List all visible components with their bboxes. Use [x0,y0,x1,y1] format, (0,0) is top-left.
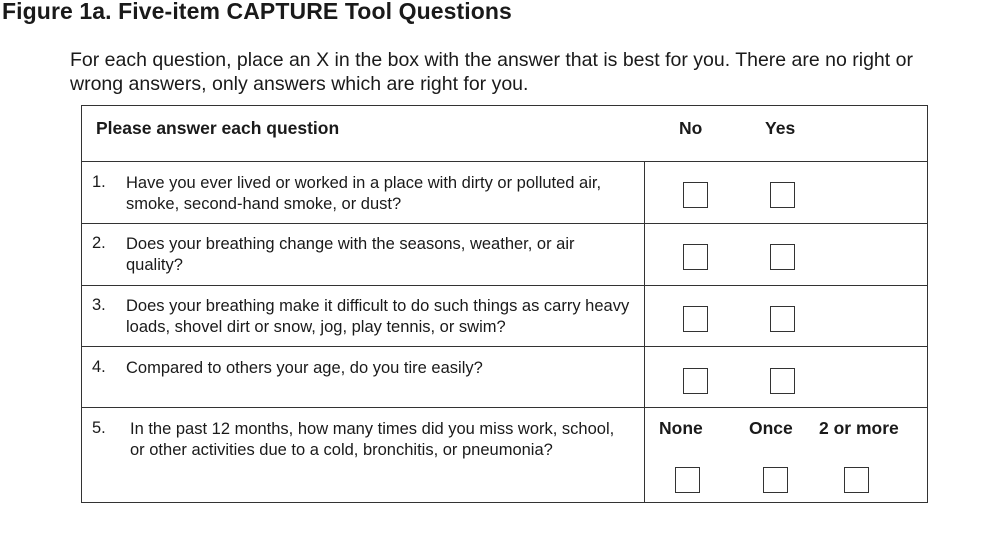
q3-no-checkbox[interactable] [683,306,708,332]
q3-yes-checkbox[interactable] [770,306,795,332]
question-text: Compared to others your age, do you tire easily? [126,359,483,377]
q1-no-checkbox[interactable] [683,182,708,208]
header-question-label: Please answer each question [96,118,340,138]
q5-2-or-more-checkbox[interactable] [844,467,869,493]
row-divider [82,223,927,224]
q4-yes-checkbox[interactable] [770,368,795,394]
question-number: 3. [92,296,106,314]
q1-yes-checkbox[interactable] [770,182,795,208]
question-text: Have you ever lived or worked in a place with dirty or polluted air, smoke, second-hand smoke, or dust? [126,174,602,213]
question-text: Does your breathing change with the seasons, weather, or air quality? [126,235,575,274]
header-yes-label: Yes [765,118,796,138]
instructions-text: For each question, place an X in the box with the answer that is best for you. There are no right or wrong answers, only answers which are right for you. [70,49,913,95]
row-divider [82,346,927,347]
column-divider [644,161,645,502]
q5-option-none-label: None [659,418,703,438]
q5-none-checkbox[interactable] [675,467,700,493]
q2-no-checkbox[interactable] [683,244,708,270]
question-number: 1. [92,173,106,191]
questionnaire-table [81,105,928,503]
q5-once-checkbox[interactable] [763,467,788,493]
row-divider [82,285,927,286]
question-text: In the past 12 months, how many times did you miss work, school, or other activities due to a cold, bronchitis, or pneumonia? [130,420,615,459]
q5-option-2-or-more-label: 2 or more [819,418,899,438]
question-number: 2. [92,234,106,252]
q5-option-once-label: Once [749,418,793,438]
question-number: 5. [92,419,106,437]
question-number: 4. [92,358,106,376]
figure-title: Figure 1a. Five-item CAPTURE Tool Questions [2,0,512,24]
row-divider [82,407,927,408]
q2-yes-checkbox[interactable] [770,244,795,270]
row-divider [82,161,927,162]
header-no-label: No [679,118,703,138]
question-text: Does your breathing make it difficult to do such things as carry heavy loads, shovel dirt or snow, jog, play tennis, or swim? [126,297,630,336]
q4-no-checkbox[interactable] [683,368,708,394]
